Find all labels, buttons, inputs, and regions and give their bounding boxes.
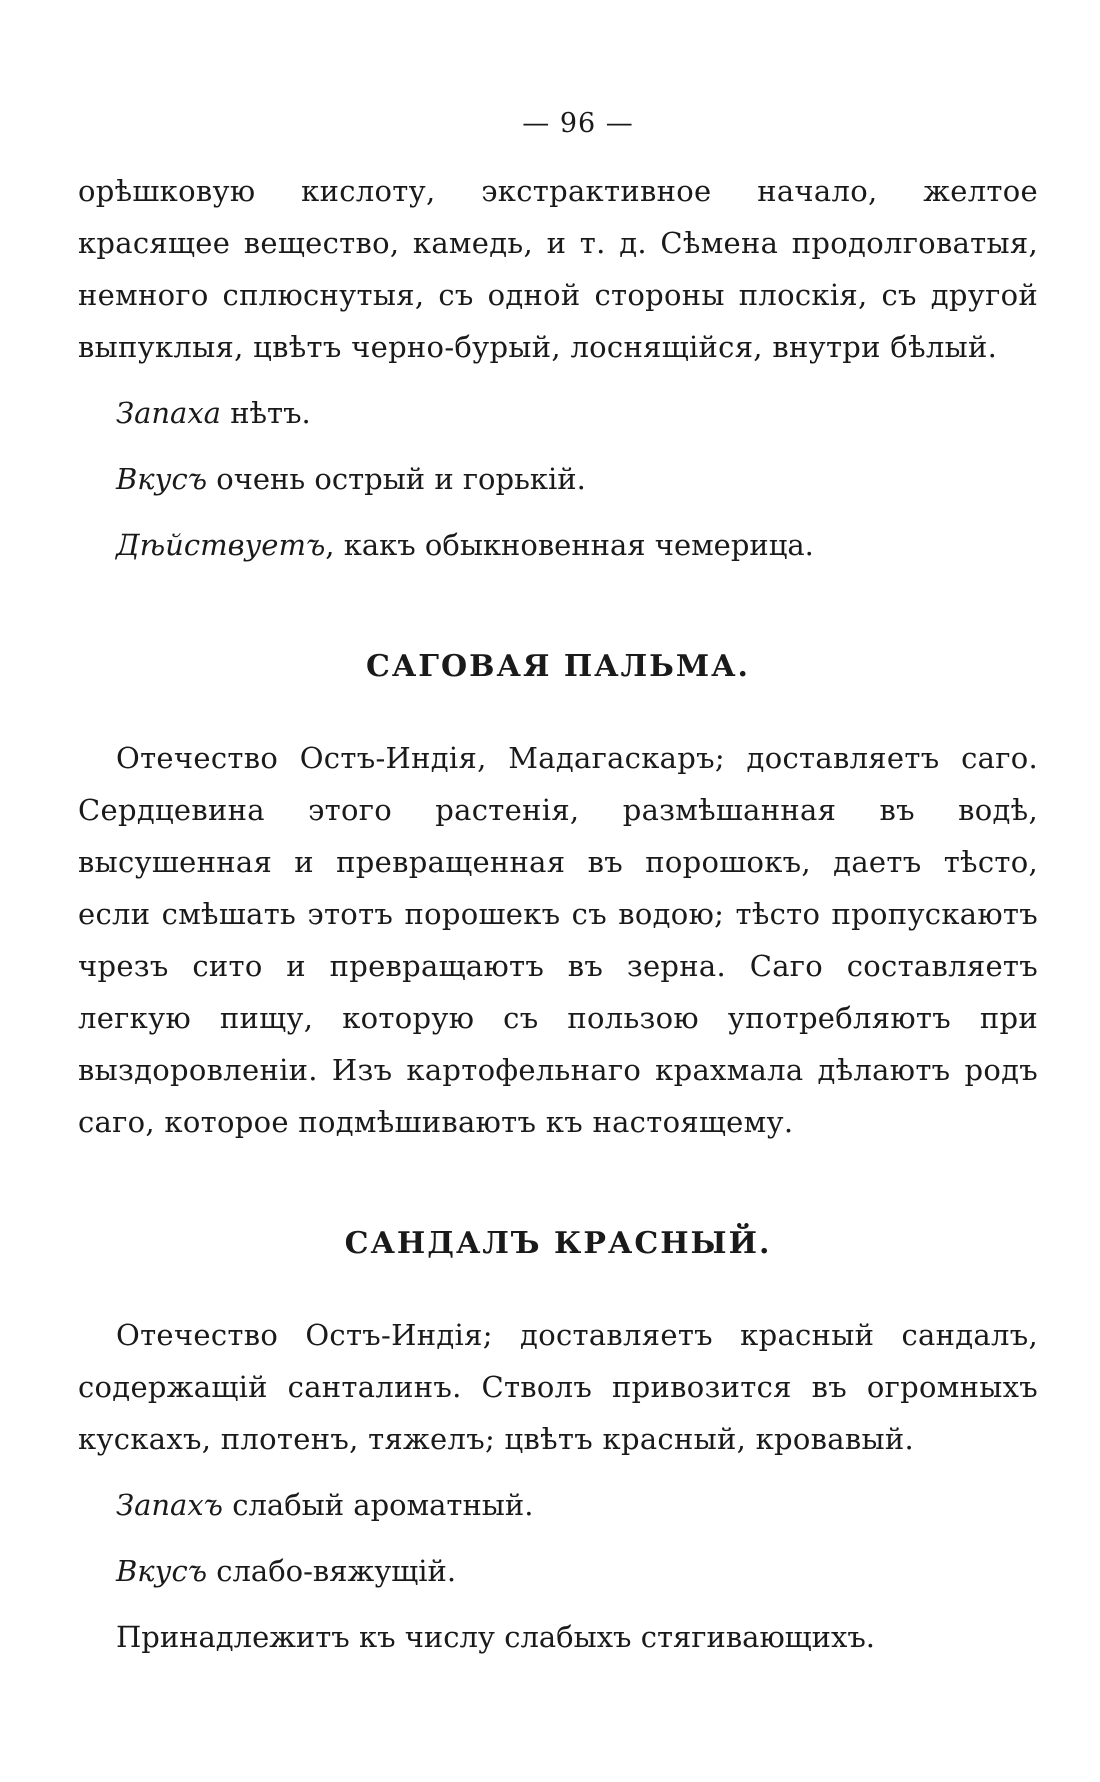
section-title-red-sandalwood: САНДАЛЪ КРАСНЫЙ. <box>344 1226 772 1261</box>
section-title-sago-palm: САГОВАЯ ПАЛЬМА. <box>366 649 750 684</box>
intro-taste-value: очень острый и горькій. <box>207 462 586 496</box>
sandalwood-taste-value: слабо-вяжущій. <box>207 1554 457 1588</box>
sandalwood-smell-line <box>116 1479 1038 1531</box>
sandalwood-smell-value: слабый ароматный. <box>223 1488 534 1522</box>
red-sandalwood-paragraph: Отечество Остъ-Индія; доставляетъ красный сандалъ, содержащій санталинъ. Стволъ привозится въ огромныхъ кускахъ, плотенъ, тяжелъ; цвѣтъ красный, кровавый. <box>78 1318 1038 1456</box>
sandalwood-taste-line <box>116 1545 1038 1597</box>
sago-palm-paragraph: Отечество Остъ-Индія, Мадагаскаръ; доставляетъ саго. Сердцевина этого растенія, размѣшанная въ водѣ, высушенная и превращенная въ порошокъ, даетъ тѣсто, если смѣшать этотъ порошекъ съ водою; тѣсто пропускаютъ чрезъ сито и превращаютъ въ зерна. Саго составляетъ легкую пищу, которую съ пользою употребляютъ при выздоровленіи. Изъ картофельнаго крахмала дѣлаютъ родъ саго, которое подмѣшиваютъ къ настоящему. <box>78 741 1038 1139</box>
intro-smell-line <box>116 387 1038 439</box>
intro-action-line <box>116 519 1038 571</box>
intro-smell-value: нѣтъ. <box>220 396 311 430</box>
sandalwood-belongs-line: Принадлежитъ къ числу слабыхъ стягивающихъ. <box>116 1620 875 1654</box>
intro-action-key: Дѣйствуетъ <box>116 528 326 562</box>
intro-paragraph: орѣшковую кислоту, экстрактивное начало, желтое красящее вещество, камедь, и т. д. Сѣмена продолговатыя, немного сплюснутыя, съ одной стороны плоскія, съ другой выпуклыя, цвѣтъ черно-бурый, лоснящійся, внутри бѣлый. <box>78 174 1038 364</box>
sandalwood-taste-key: Вкусъ <box>116 1554 208 1588</box>
sandalwood-smell-key: Запахъ <box>116 1488 224 1522</box>
intro-taste-line <box>116 453 1038 505</box>
intro-action-value: , какъ обыкновенная чемерица. <box>325 528 814 562</box>
intro-smell-key: Запаха <box>116 396 221 430</box>
page-number: — 96 — <box>522 108 634 139</box>
intro-taste-key: Вкусъ <box>116 462 208 496</box>
